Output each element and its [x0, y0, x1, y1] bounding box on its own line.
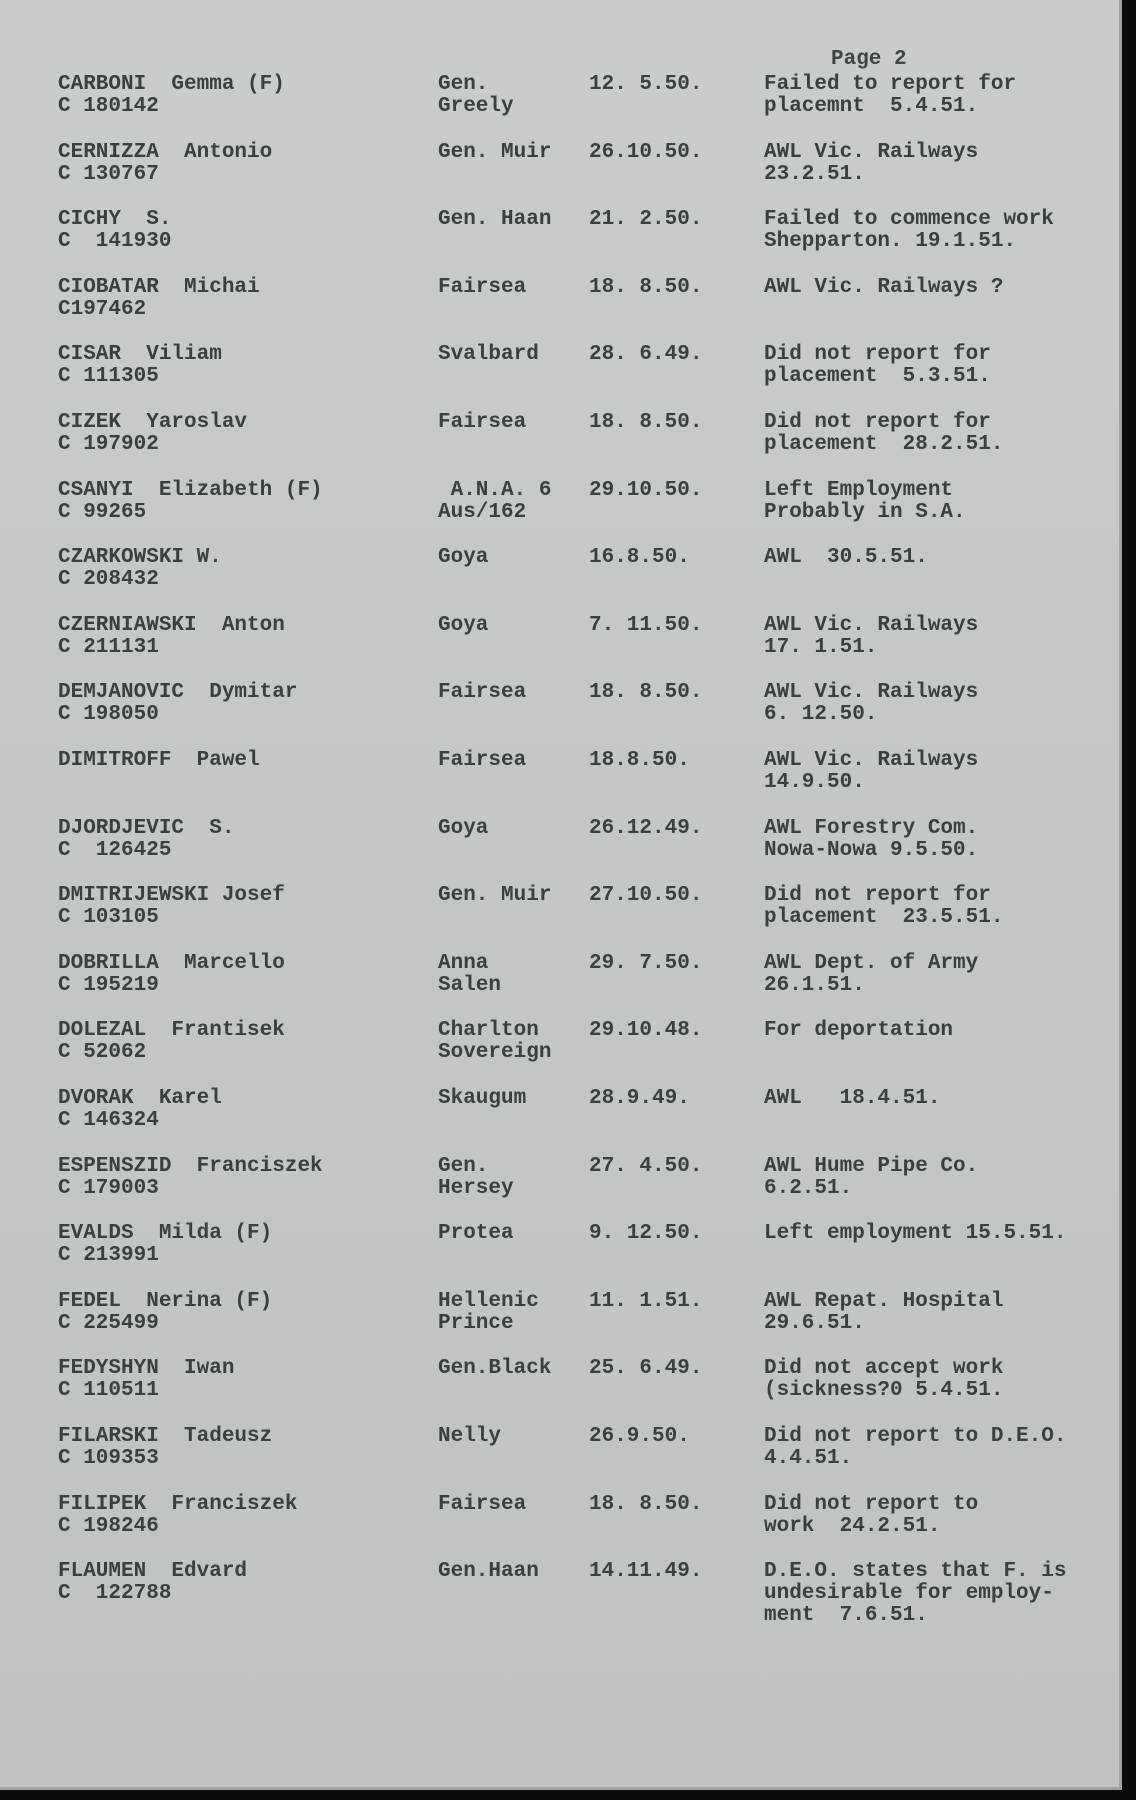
ship-cell-line: Fairsea	[438, 1492, 527, 1516]
remarks-cell-line: 6.2.51.	[764, 1176, 853, 1200]
person-number: C 198050	[58, 703, 159, 727]
ship-cell-line: Goya	[438, 546, 489, 570]
remarks-cell-line: 4.4.51.	[764, 1447, 853, 1470]
record-row	[0, 615, 1110, 679]
ship-cell-line: Gen.Black	[438, 1357, 552, 1381]
person-number: C197462	[58, 297, 147, 321]
page-number: Page 2	[831, 48, 907, 71]
remarks-cell	[764, 953, 978, 997]
person-cell	[58, 277, 260, 321]
ship-cell-line: Fairsea	[438, 749, 527, 772]
ship-cell-line: Protea	[438, 1222, 514, 1246]
ship-cell	[438, 1561, 539, 1583]
ship-cell-line: Nelly	[438, 1425, 502, 1448]
record-row	[0, 547, 1110, 611]
person-cell	[58, 1291, 272, 1335]
record-row	[0, 1494, 1110, 1558]
arrival-date: 18. 8.50.	[589, 1492, 703, 1516]
remarks-cell-line: AWL Vic. Railways	[764, 140, 979, 164]
person-number: C 198246	[58, 1514, 159, 1538]
remarks-cell	[764, 142, 978, 186]
person-name: DOLEZAL Frantisek	[58, 1019, 285, 1043]
person-cell	[58, 74, 285, 118]
remarks-cell-line: Shepparton. 19.1.51.	[764, 230, 1017, 254]
remarks-cell	[764, 277, 1003, 299]
person-cell	[58, 1156, 323, 1200]
record-row	[0, 1291, 1110, 1355]
ship-cell-line: Hellenic	[438, 1289, 539, 1313]
arrival-date: 29. 7.50.	[589, 951, 703, 975]
record-row	[0, 209, 1110, 273]
ship-cell	[438, 1426, 501, 1448]
ship-cell-line: Skaugum	[438, 1087, 527, 1110]
remarks-cell-line: Probably in S.A.	[764, 500, 966, 524]
ship-cell	[438, 1291, 539, 1335]
person-number: C 197902	[58, 433, 159, 456]
remarks-cell-line: Did not report for	[764, 411, 991, 434]
ship-cell	[438, 412, 526, 434]
ship-cell	[438, 1223, 514, 1245]
person-number: C 211131	[58, 635, 159, 659]
remarks-cell-line: AWL Forestry Com.	[764, 816, 979, 840]
person-name: CICHY S.	[58, 208, 172, 232]
remarks-cell-line: AWL 30.5.51.	[764, 546, 928, 570]
remarks-cell-line: (sickness?0 5.4.51.	[764, 1379, 1004, 1403]
person-name: DEMJANOVIC Dymitar	[58, 681, 298, 705]
remarks-cell	[764, 1291, 1003, 1335]
person-number: C 213991	[58, 1244, 159, 1268]
ship-cell-line: Gen. Haan	[438, 208, 552, 232]
person-name: CZARKOWSKI W.	[58, 546, 222, 570]
record-row	[0, 1223, 1110, 1287]
ship-cell-line: Aus/162	[438, 500, 527, 524]
person-cell	[58, 682, 297, 726]
remarks-cell-line: AWL 18.4.51.	[764, 1087, 941, 1110]
remarks-cell-line: 6. 12.50.	[764, 703, 878, 727]
record-row	[0, 818, 1110, 882]
person-cell	[58, 1561, 247, 1605]
arrival-date: 26.12.49.	[589, 816, 703, 840]
ship-cell-line: Anna	[438, 951, 489, 975]
person-name: FEDYSHYN Iwan	[58, 1357, 235, 1381]
remarks-cell-line: AWL Vic. Railways	[764, 613, 979, 637]
ship-cell	[438, 682, 526, 704]
ship-cell-line: Charlton	[438, 1019, 539, 1043]
record-row	[0, 682, 1110, 746]
person-name: EVALDS Milda (F)	[58, 1222, 273, 1246]
record-row	[0, 1088, 1110, 1152]
ship-cell-line: Fairsea	[438, 681, 527, 705]
remarks-cell-line: Failed to commence work	[764, 208, 1054, 232]
person-name: DMITRIJEWSKI Josef	[58, 884, 285, 908]
person-cell	[58, 953, 285, 997]
arrival-date: 26.9.50.	[589, 1425, 690, 1448]
record-row	[0, 885, 1110, 949]
arrival-date: 29.10.48.	[589, 1019, 703, 1043]
record-row	[0, 344, 1110, 408]
remarks-cell-line: AWL Vic. Railways ?	[764, 275, 1004, 299]
remarks-cell-line: AWL Hume Pipe Co.	[764, 1154, 979, 1178]
page-edge	[0, 1790, 1136, 1800]
person-cell	[58, 1020, 285, 1064]
record-row	[0, 142, 1110, 206]
ship-cell-line: Gen. Muir	[438, 140, 552, 164]
person-cell	[58, 1223, 272, 1267]
arrival-date: 18. 8.50.	[589, 275, 703, 299]
ship-cell	[438, 885, 551, 907]
person-number: C 103105	[58, 906, 159, 930]
ship-cell	[438, 1088, 526, 1110]
arrival-date: 18.8.50.	[589, 749, 690, 772]
ship-cell	[438, 1494, 526, 1516]
person-cell	[58, 547, 222, 591]
ship-cell	[438, 74, 514, 118]
person-number: C 141930	[58, 230, 172, 254]
remarks-cell-line: placement 5.3.51.	[764, 365, 991, 389]
remarks-cell	[764, 1020, 953, 1042]
ship-cell-line: Salen	[438, 973, 502, 997]
person-cell	[58, 209, 171, 253]
ship-cell	[438, 615, 488, 637]
ship-cell-line: Gen.	[438, 1154, 489, 1178]
remarks-cell	[764, 1088, 940, 1110]
remarks-cell	[764, 1156, 978, 1200]
arrival-date: 11. 1.51.	[589, 1289, 703, 1313]
remarks-cell	[764, 1561, 1066, 1627]
arrival-date: 21. 2.50.	[589, 208, 703, 232]
remarks-cell-line: AWL Dept. of Army	[764, 951, 979, 975]
remarks-cell-line: 17. 1.51.	[764, 635, 878, 659]
arrival-date: 18. 8.50.	[589, 411, 703, 434]
person-cell	[58, 344, 222, 388]
ship-cell	[438, 1020, 551, 1064]
person-number: C 99265	[58, 500, 147, 524]
record-row	[0, 1358, 1110, 1422]
ship-cell-line: Greely	[438, 95, 514, 118]
remarks-cell-line: placement 23.5.51.	[764, 906, 1004, 930]
remarks-cell-line: Left Employment	[764, 478, 954, 502]
record-row	[0, 1020, 1110, 1084]
arrival-date: 29.10.50.	[589, 478, 703, 502]
remarks-cell-line: AWL Vic. Railways	[764, 749, 979, 772]
person-name: FLAUMEN Edvard	[58, 1560, 248, 1584]
remarks-cell	[764, 818, 978, 862]
remarks-cell-line: 14.9.50.	[764, 771, 865, 794]
remarks-cell-line: placement 28.2.51.	[764, 433, 1004, 456]
ship-cell	[438, 209, 551, 231]
ship-cell	[438, 480, 551, 524]
person-cell	[58, 1358, 234, 1402]
person-cell	[58, 885, 285, 929]
remarks-cell-line: 23.2.51.	[764, 162, 865, 186]
remarks-cell-line: Did not report for	[764, 343, 991, 367]
arrival-date: 28. 6.49.	[589, 343, 703, 367]
person-number: C 180142	[58, 95, 159, 118]
person-name: CSANYI Elizabeth (F)	[58, 478, 323, 502]
remarks-cell-line: 26.1.51.	[764, 973, 865, 997]
ship-cell	[438, 547, 488, 569]
remarks-cell-line: 29.6.51.	[764, 1311, 865, 1335]
person-name: DOBRILLA Marcello	[58, 951, 285, 975]
arrival-date: 9. 12.50.	[589, 1222, 703, 1246]
person-number: C 208432	[58, 568, 159, 592]
remarks-cell-line: Failed to report for	[764, 73, 1017, 96]
remarks-cell	[764, 547, 928, 569]
person-cell	[58, 1426, 272, 1470]
remarks-cell-line: Did not report to D.E.O.	[764, 1425, 1067, 1448]
person-number: C 195219	[58, 973, 159, 997]
ship-cell	[438, 953, 501, 997]
person-name: FILARSKI Tadeusz	[58, 1425, 273, 1448]
record-row	[0, 480, 1110, 544]
person-name: CZERNIAWSKI Anton	[58, 613, 285, 637]
remarks-cell	[764, 1358, 1003, 1402]
arrival-date: 18. 8.50.	[589, 681, 703, 705]
person-cell	[58, 480, 323, 524]
person-number: C 225499	[58, 1311, 159, 1335]
record-row	[0, 1156, 1110, 1220]
remarks-cell	[764, 1426, 1066, 1470]
person-cell	[58, 818, 234, 862]
remarks-cell-line: undesirable for employ-	[764, 1582, 1054, 1606]
person-name: CIZEK Yaroslav	[58, 411, 248, 434]
person-number: C 179003	[58, 1176, 159, 1200]
ship-cell	[438, 1156, 514, 1200]
remarks-cell-line: D.E.O. states that F. is	[764, 1560, 1067, 1584]
record-row	[0, 277, 1110, 341]
person-name: ESPENSZID Franciszek	[58, 1154, 323, 1178]
remarks-cell	[764, 344, 991, 388]
person-name: DJORDJEVIC S.	[58, 816, 235, 840]
remarks-cell	[764, 615, 978, 659]
remarks-cell	[764, 1494, 978, 1538]
remarks-cell	[764, 682, 978, 726]
record-row	[0, 1426, 1110, 1490]
remarks-cell	[764, 885, 1003, 929]
ship-cell	[438, 1358, 551, 1380]
remarks-cell	[764, 1223, 1066, 1245]
remarks-cell	[764, 74, 1016, 118]
person-name: CERNIZZA Antonio	[58, 140, 273, 164]
ship-cell-line: Fairsea	[438, 275, 527, 299]
ship-cell-line: Goya	[438, 613, 489, 637]
ship-cell-line: Gen.Haan	[438, 1560, 539, 1584]
person-name: CISAR Viliam	[58, 343, 222, 367]
person-number: C 110511	[58, 1379, 159, 1403]
remarks-cell-line: work 24.2.51.	[764, 1514, 941, 1538]
person-cell	[58, 615, 285, 659]
ship-cell-line: Hersey	[438, 1176, 514, 1200]
ship-cell-line: Gen. Muir	[438, 884, 552, 908]
ship-cell	[438, 277, 526, 299]
record-row	[0, 1560, 1110, 1628]
person-name: DIMITROFF Pawel	[58, 749, 260, 772]
remarks-cell-line: AWL Repat. Hospital	[764, 1289, 1004, 1313]
ship-cell	[438, 142, 551, 164]
arrival-date: 14.11.49.	[589, 1560, 703, 1584]
remarks-cell	[764, 750, 978, 794]
ship-cell-line: Fairsea	[438, 411, 527, 434]
ship-cell-line: Gen.	[438, 73, 489, 96]
person-number: C 109353	[58, 1447, 159, 1470]
arrival-date: 26.10.50.	[589, 140, 703, 164]
arrival-date: 16.8.50.	[589, 546, 690, 570]
person-number: C 126425	[58, 838, 172, 862]
record-row	[0, 750, 1110, 814]
ship-cell-line: Prince	[438, 1311, 514, 1335]
arrival-date: 25. 6.49.	[589, 1357, 703, 1381]
ship-cell-line: A.N.A. 6	[438, 478, 552, 502]
ship-cell	[438, 750, 526, 772]
remarks-cell-line: AWL Vic. Railways	[764, 681, 979, 705]
person-name: FILIPEK Franciszek	[58, 1492, 298, 1516]
arrival-date: 27.10.50.	[589, 884, 703, 908]
remarks-cell-line: Nowa-Nowa 9.5.50.	[764, 838, 979, 862]
ship-cell-line: Svalbard	[438, 343, 539, 367]
arrival-date: 28.9.49.	[589, 1087, 690, 1110]
person-number: C 146324	[58, 1109, 159, 1132]
person-number: C 111305	[58, 365, 159, 389]
person-cell	[58, 142, 272, 186]
person-name: DVORAK Karel	[58, 1087, 222, 1110]
record-row	[0, 412, 1110, 476]
person-name: FEDEL Nerina (F)	[58, 1289, 273, 1313]
person-cell	[58, 1494, 297, 1538]
arrival-date: 12. 5.50.	[589, 73, 703, 96]
remarks-cell	[764, 412, 1003, 456]
person-name: CARBONI Gemma (F)	[58, 73, 285, 96]
remarks-cell	[764, 480, 966, 524]
person-number: C 52062	[58, 1041, 147, 1065]
person-name: CIOBATAR Michai	[58, 275, 260, 299]
remarks-cell-line: ment 7.6.51.	[764, 1604, 928, 1628]
remarks-cell-line: Left employment 15.5.51.	[764, 1222, 1067, 1246]
person-number: C 122788	[58, 1582, 172, 1606]
arrival-date: 7. 11.50.	[589, 613, 703, 637]
ship-cell-line: Goya	[438, 816, 489, 840]
ship-cell-line: Sovereign	[438, 1041, 552, 1065]
remarks-cell-line: Did not report to	[764, 1492, 979, 1516]
ship-cell	[438, 344, 539, 366]
record-row	[0, 74, 1110, 138]
remarks-cell-line: For deportation	[764, 1019, 954, 1043]
remarks-cell-line: Did not report for	[764, 884, 991, 908]
arrival-date: 27. 4.50.	[589, 1154, 703, 1178]
remarks-cell	[764, 209, 1054, 253]
record-row	[0, 953, 1110, 1017]
person-cell	[58, 412, 247, 456]
person-cell	[58, 1088, 222, 1132]
person-number: C 130767	[58, 162, 159, 186]
remarks-cell-line: placemnt 5.4.51.	[764, 95, 979, 118]
remarks-cell-line: Did not accept work	[764, 1357, 1004, 1381]
ship-cell	[438, 818, 488, 840]
person-cell	[58, 750, 260, 772]
